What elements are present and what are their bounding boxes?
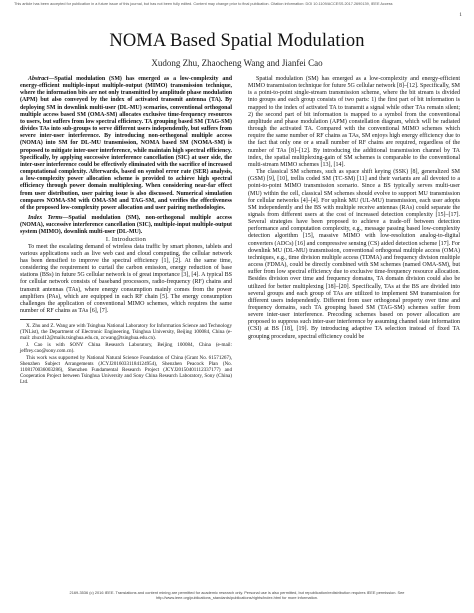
left-column	[20, 76, 232, 386]
journal-banner: This article has been accepted for publication in a future issue of this journal, but has not been fully edited. Content may change prior to final publication. Citation information: DOI 10.1109/ACCESS.2017.2690139, IEEE Access	[14, 2, 393, 6]
intro-paragraph: To meet the escalating demand of wireless data traffic by smart phones, tablets and various applications such as live web cast and cloud computing, the cellular network has been densified to improve the spectral efficiency [1], [2]. At the same time, considering the requirement to curtail the carbon emission, energy reduction of base stations (BSs) in future 5G cellular network is of great importance [3], [4]. A typical BS for cellular network consists of baseband processors, radio-frequency (RF) chains and transmit antennas (TAs), where energy consumption mainly comes from the power amplifiers (PAs), which are equipped in each RF chain [5]. The energy consumption challenges the application of conventional MIMO schemes, which requires the same number of RF chains as TAs [6], [7].	[20, 243, 232, 314]
footnote-divider	[20, 319, 60, 320]
paper-title: NOMA Based Spatial Modulation	[109, 31, 365, 51]
section-heading: I. Introduction	[105, 236, 147, 244]
footnote-affiliation-2: J. Cao is with SONY China Research Laboratory, Beijing 100084, China (e-mail: jeffrey.cao@sony.com.cn).	[20, 342, 232, 355]
page-number: 1	[459, 12, 462, 18]
right-column	[248, 76, 460, 341]
index-terms-text: —Spatial modulation (SM), non-orthogonal multiple access (NOMA), successive interference cancellation (SIC), multiple-input multiple-output system (MIMO), downlink multi-user (DL-MU).	[20, 214, 232, 236]
abstract-text: —Spatial modulation (SM) has emerged as a low-complexity and energy-efficient multiple-input multiple-output (MIMO) transmission technique, where the information bits are not only transmitted by amplitude phase modulation (APM) but also conveyed by the index of activated transmit antenna (TA). By deploying SM in downlink multi-user (DL-MU) scenarios, conventional orthogonal multiple access based SM (OMA-SM) allocates exclusive time-frequency resources to users, but suffers from low spectral efficiency. TA grouping based SM (TAG-SM) divides TAs into sub-groups to serve different users independently, but suffers from severe inter-user interference. By introducing non-orthogonal multiple access (NOMA) into SM for DL-MU transmission, NOMA based SM (NOMA-SM) is proposed to mitigate inter-user interference, while maintain high spectral efficiency. Specifically, by applying successive interference cancellation (SIC) at user side, the inter-user interference could be effectively eliminated with the sacrifice of increased computational complexity. Afterwards, based on symbol error rate (SER) analysis, a low-complexity power allocation scheme is provided to achieve high spectral efficiency through power domain multiplexing. When considering near-far effect from user distribution, user pairing issue is also discussed. Numerical simulation compares NOMA-SM with OMA-SM and TAG-SM, and verifies the effectiveness of the proposed low-complexity power allocation and user pairing methodologies.	[20, 76, 233, 211]
footnote-affiliation-1: X. Zhu and Z. Wang are with Tsinghua National Laboratory for Information Science and Technology (TNList), the Department of Electronic Engineering, Tsinghua University, Beijing 100084, China (e-mail: zhuxd12@mails.tsinghua.edu.cn, zcwang@tsinghua.edu.cn).	[20, 323, 232, 342]
body-paragraph-2: The classical SM schemes, such as space shift keying (SSK) [8], generalized SM (GSM) [9], [10], trellis coded SM (TC-SM) [11] and their variants are all devoted to a point-to-point MIMO transmission scenario. Since a BS typically serves multi-user (MU) within the cell, classical SM schemes should evolve to support MU transmission for cellular networks [4]–[4]. For uplink MU (UL-MU) transmission, each user adopts SM independently and the BS with multiple receive antennas (RAs) could separate the signals from different users at the cost of increased detection complexity [15]–[17]. Several strategies have been proposed to achieve a trade-off between detection performance and computation complexity, e.g., message passing based low-complexity detection algorithm [15], massive MIMO with low-resolution analog-to-digital converters (ADCs) [16] and compressive sensing (CS) aided detection scheme [17]. For downlink MU (DL-MU) transmission, conventional orthogonal multiple access (OMA) techniques, e.g., time division multiple access (TDMA) and frequency division multiple access (FDMA), could be directly combined with SM schemes (named OMA-SM), but suffer from low spectral efficiency due to exclusive time-frequency resource allocation. Besides division over time and frequency domains, TA domain division could also be utilized for better multiplexing [18]–[20]. Specifically, TAs at the BS are divided into several groups and each group of TAs are utilized to implement SM transmission for different users independently. Different from user orthogonal property over time and frequency domains, such TA grouping based SM (TAG-SM) schemes suffer from severe inter-user interference. Precoding schemes based on power allocation are proposed to suppress such inter-user interference by assuming channel state information (CSI) at BS [18], [19]. By introducing adaptive TA selection instead of fixed TA grouping procedure, spectral efficiency could be	[248, 169, 460, 340]
abstract	[20, 76, 232, 212]
index-terms-lead: Index Terms	[28, 214, 63, 221]
copyright-footer: 2169-3536 (c) 2016 IEEE. Translations and content mining are permitted for academic research only. Personal use is also permitted, but republication/redistribution requires IEEE permission. See http://www.ieee.org/publications_standards/publications/rights/index.html for more information.	[69, 590, 405, 600]
footnotes	[20, 323, 232, 385]
abstract-lead: Abstract	[28, 76, 49, 82]
index-terms	[20, 215, 232, 236]
body-paragraph-1: Spatial modulation (SM) has emerged as a low-complexity and energy-efficient MIMO transmission technique for future 5G cellular network [8]–[12]. Specifically, SM is a point-to-point single-stream transmission scheme, where the bit stream is divided into groups and each group consists of two parts: 1) the first part of bit information is mapped to the index of activated TA to transmit a signal while other TAs remain silent; 2) the second part of bit information is mapped to a symbol from the conventional amplitude and phase modulation (APM) constellation diagram, which will be radiated through the activated TA. Compared with the conventional MIMO schemes which require the same number of RF chains as TAs, SM enjoys high energy efficiency due to the fact that only one or a small number of RF chains are required, regardless of the number of TAs [8]–[12]. By introducing the additional transmission channel by TA index, the spatial multiplexing-gain of SM schemes is comparable to the conventional multi-stream MIMO schemes [13], [14].	[248, 76, 460, 168]
author-list: Xudong Zhu, Zhaocheng Wang and Jianfei Cao	[151, 58, 323, 68]
footnote-funding: This work was supported by National Natural Science Foundation of China (Grant No. 61571267), Shenzhen Subject Arrangements (JCYJ20160331184124954), Shenzhen Peacock Plan (No. 1108170036003286), Shenzhen Fundamental Research Project (JCYJ20150401112337177) and Cooperation Project between Tsinghua University and Sony China Research Laboratory, Sony (China) Ltd.	[20, 355, 232, 386]
